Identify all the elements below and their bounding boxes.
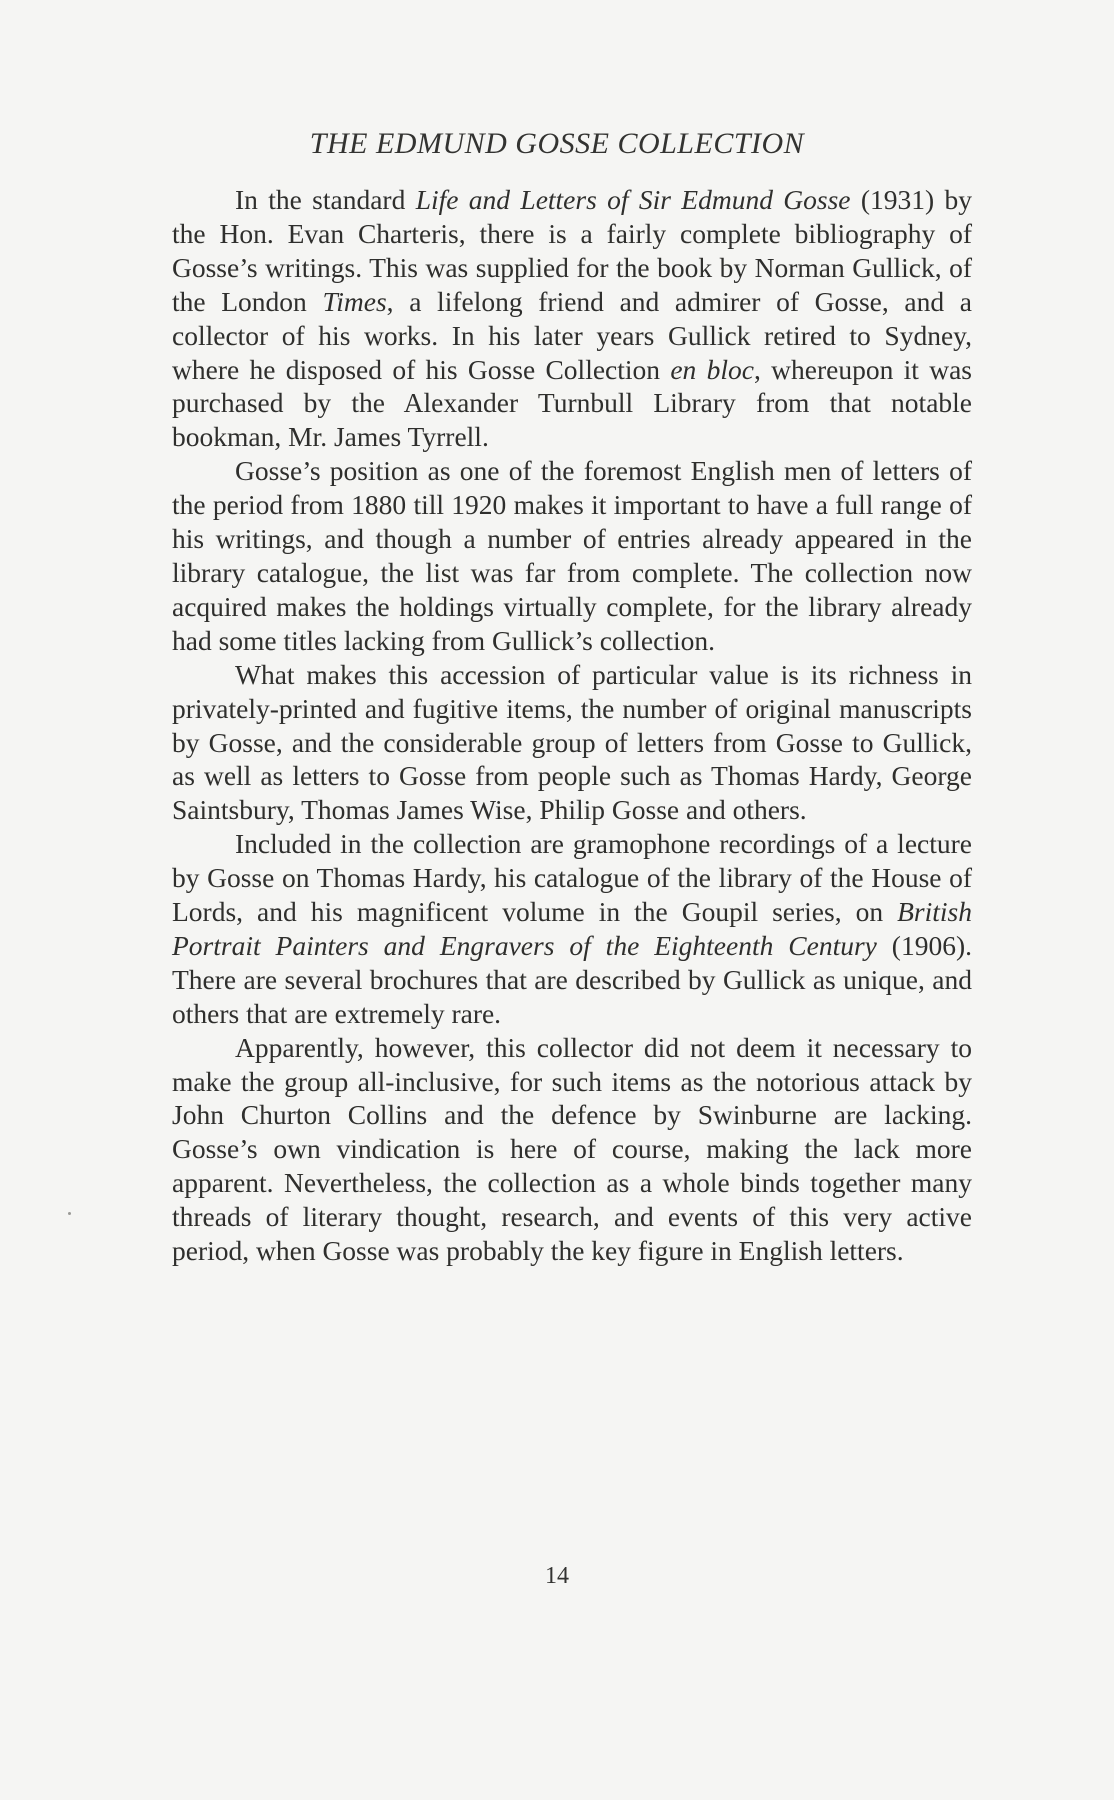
text-segment: What makes this accession of particular value is its richness in privately-printed and fugitive items, the number of original manuscripts by Gosse, and the considerable group of letters from Gosse to Gullick, as well as letters to Gosse from people such as Thomas Hardy, George Saintsbury, Thomas James Wise, Philip Gosse and others. [172,658,972,826]
text-segment: (1906). There are several brochures that are described by Gullick as unique, and others that are extremely rare. [172,929,972,1029]
paragraph-4 [172,827,972,1030]
text-segment: (1931) by the Hon. Evan Charteris, there is a fairly complete bibliography of Gosse’s writings. This was supplied for the book by Norman Gullick, of the London [172,184,972,317]
italic-book-title: Life and Letters of Sir Edmund Gosse [415,184,851,215]
page-title: THE EDMUND GOSSE COLLECTION [309,127,805,160]
paper-speck [68,1212,71,1215]
text-segment: , whereupon it was purchased by the Alexander Turnbull Library from that notable bookman, Mr. James Tyrrell. [172,353,972,453]
paragraph-1 [172,183,972,454]
italic-book-title: British Portrait Painters and Engravers of the Eighteenth Century [172,896,972,961]
text-segment: Included in the collection are gramophone recordings of a lecture by Gosse on Thomas Hardy, his catalogue of the library of the House of Lords, and his magnificent volume in the Goupil series, on [172,828,972,928]
paragraph-5 [172,1031,972,1268]
text-segment: , a lifelong friend and admirer of Gosse, and a collector of his works. In his later years Gullick retired to Sydney, where he disposed of his Gosse Collection [172,285,972,385]
paragraph-2 [172,454,972,657]
text-segment: Apparently, however, this collector did not deem it necessary to make the group all-inclusive, for such items as the notorious attack by John Churton Collins and the defence by Swinburne are lacking. Gosse’s own vindication is here of course, making the lack more apparent. Nevertheless, the collection as a whole binds together many threads of literary thought, research, and events of this very active period, when Gosse was probably the key figure in English letters. [172,1031,972,1267]
italic-phrase: en bloc [670,353,754,385]
paragraph-3 [172,658,972,828]
page-number: 14 [545,1563,569,1589]
text-segment: In the standard [235,184,416,215]
text-segment: Gosse’s position as one of the foremost English men of letters of the period from 1880 till 1920 makes it important to have a full range of his writings, and though a number of entries already appeared in the library catalogue, the list was far from complete. The collection now acquired makes the holdings virtually complete, for the library already had some titles lacking from Gullick’s collection. [172,455,972,656]
italic-newspaper-title: Times [322,285,387,317]
body-text [172,183,972,1268]
